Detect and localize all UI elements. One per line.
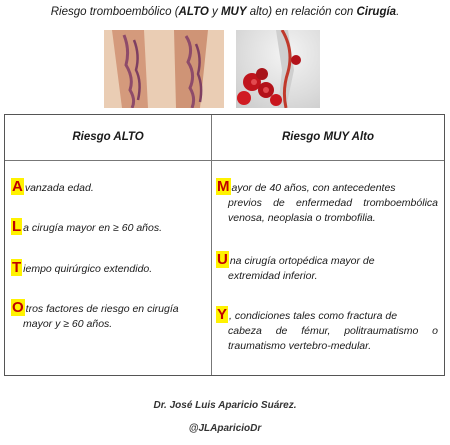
list-item: M ayor de 40 años, con antecedentes previos de enfermedad tromboembólica venosa, neoplasia o trombofilia. [217, 178, 438, 224]
page-title: Riesgo tromboembólico (ALTO y MUY alto) en relación con Cirugía. [50, 6, 400, 18]
varicose-legs-image [104, 30, 224, 108]
risk-table [4, 114, 445, 376]
header-divider [5, 160, 444, 161]
column-divider [211, 115, 212, 375]
header-riesgo-muy-alto: Riesgo MUY Alto [281, 131, 374, 143]
list-item: L a cirugía mayor en ≥ 60 años. [12, 218, 163, 235]
header-riesgo-alto: Riesgo ALTO [72, 131, 144, 143]
blood-clot-image [236, 30, 320, 108]
list-item: A vanzada edad. [12, 178, 94, 195]
list-item: Y , condiciones tales como fractura de cabeza de fémur, politraumatismo o traumatismo vertebro-medular. [217, 306, 438, 352]
list-item: T iempo quirúrgico extendido. [12, 259, 153, 276]
author-handle: @JLAparicioDr [188, 423, 262, 434]
author-name: Dr. José Luis Aparicio Suárez. [153, 400, 297, 411]
list-item: O tros factores de riesgo en cirugía mayor y ≥ 60 años. [12, 299, 179, 330]
list-item: U na cirugía ortopédica mayor de extremidad inferior. [217, 251, 375, 282]
